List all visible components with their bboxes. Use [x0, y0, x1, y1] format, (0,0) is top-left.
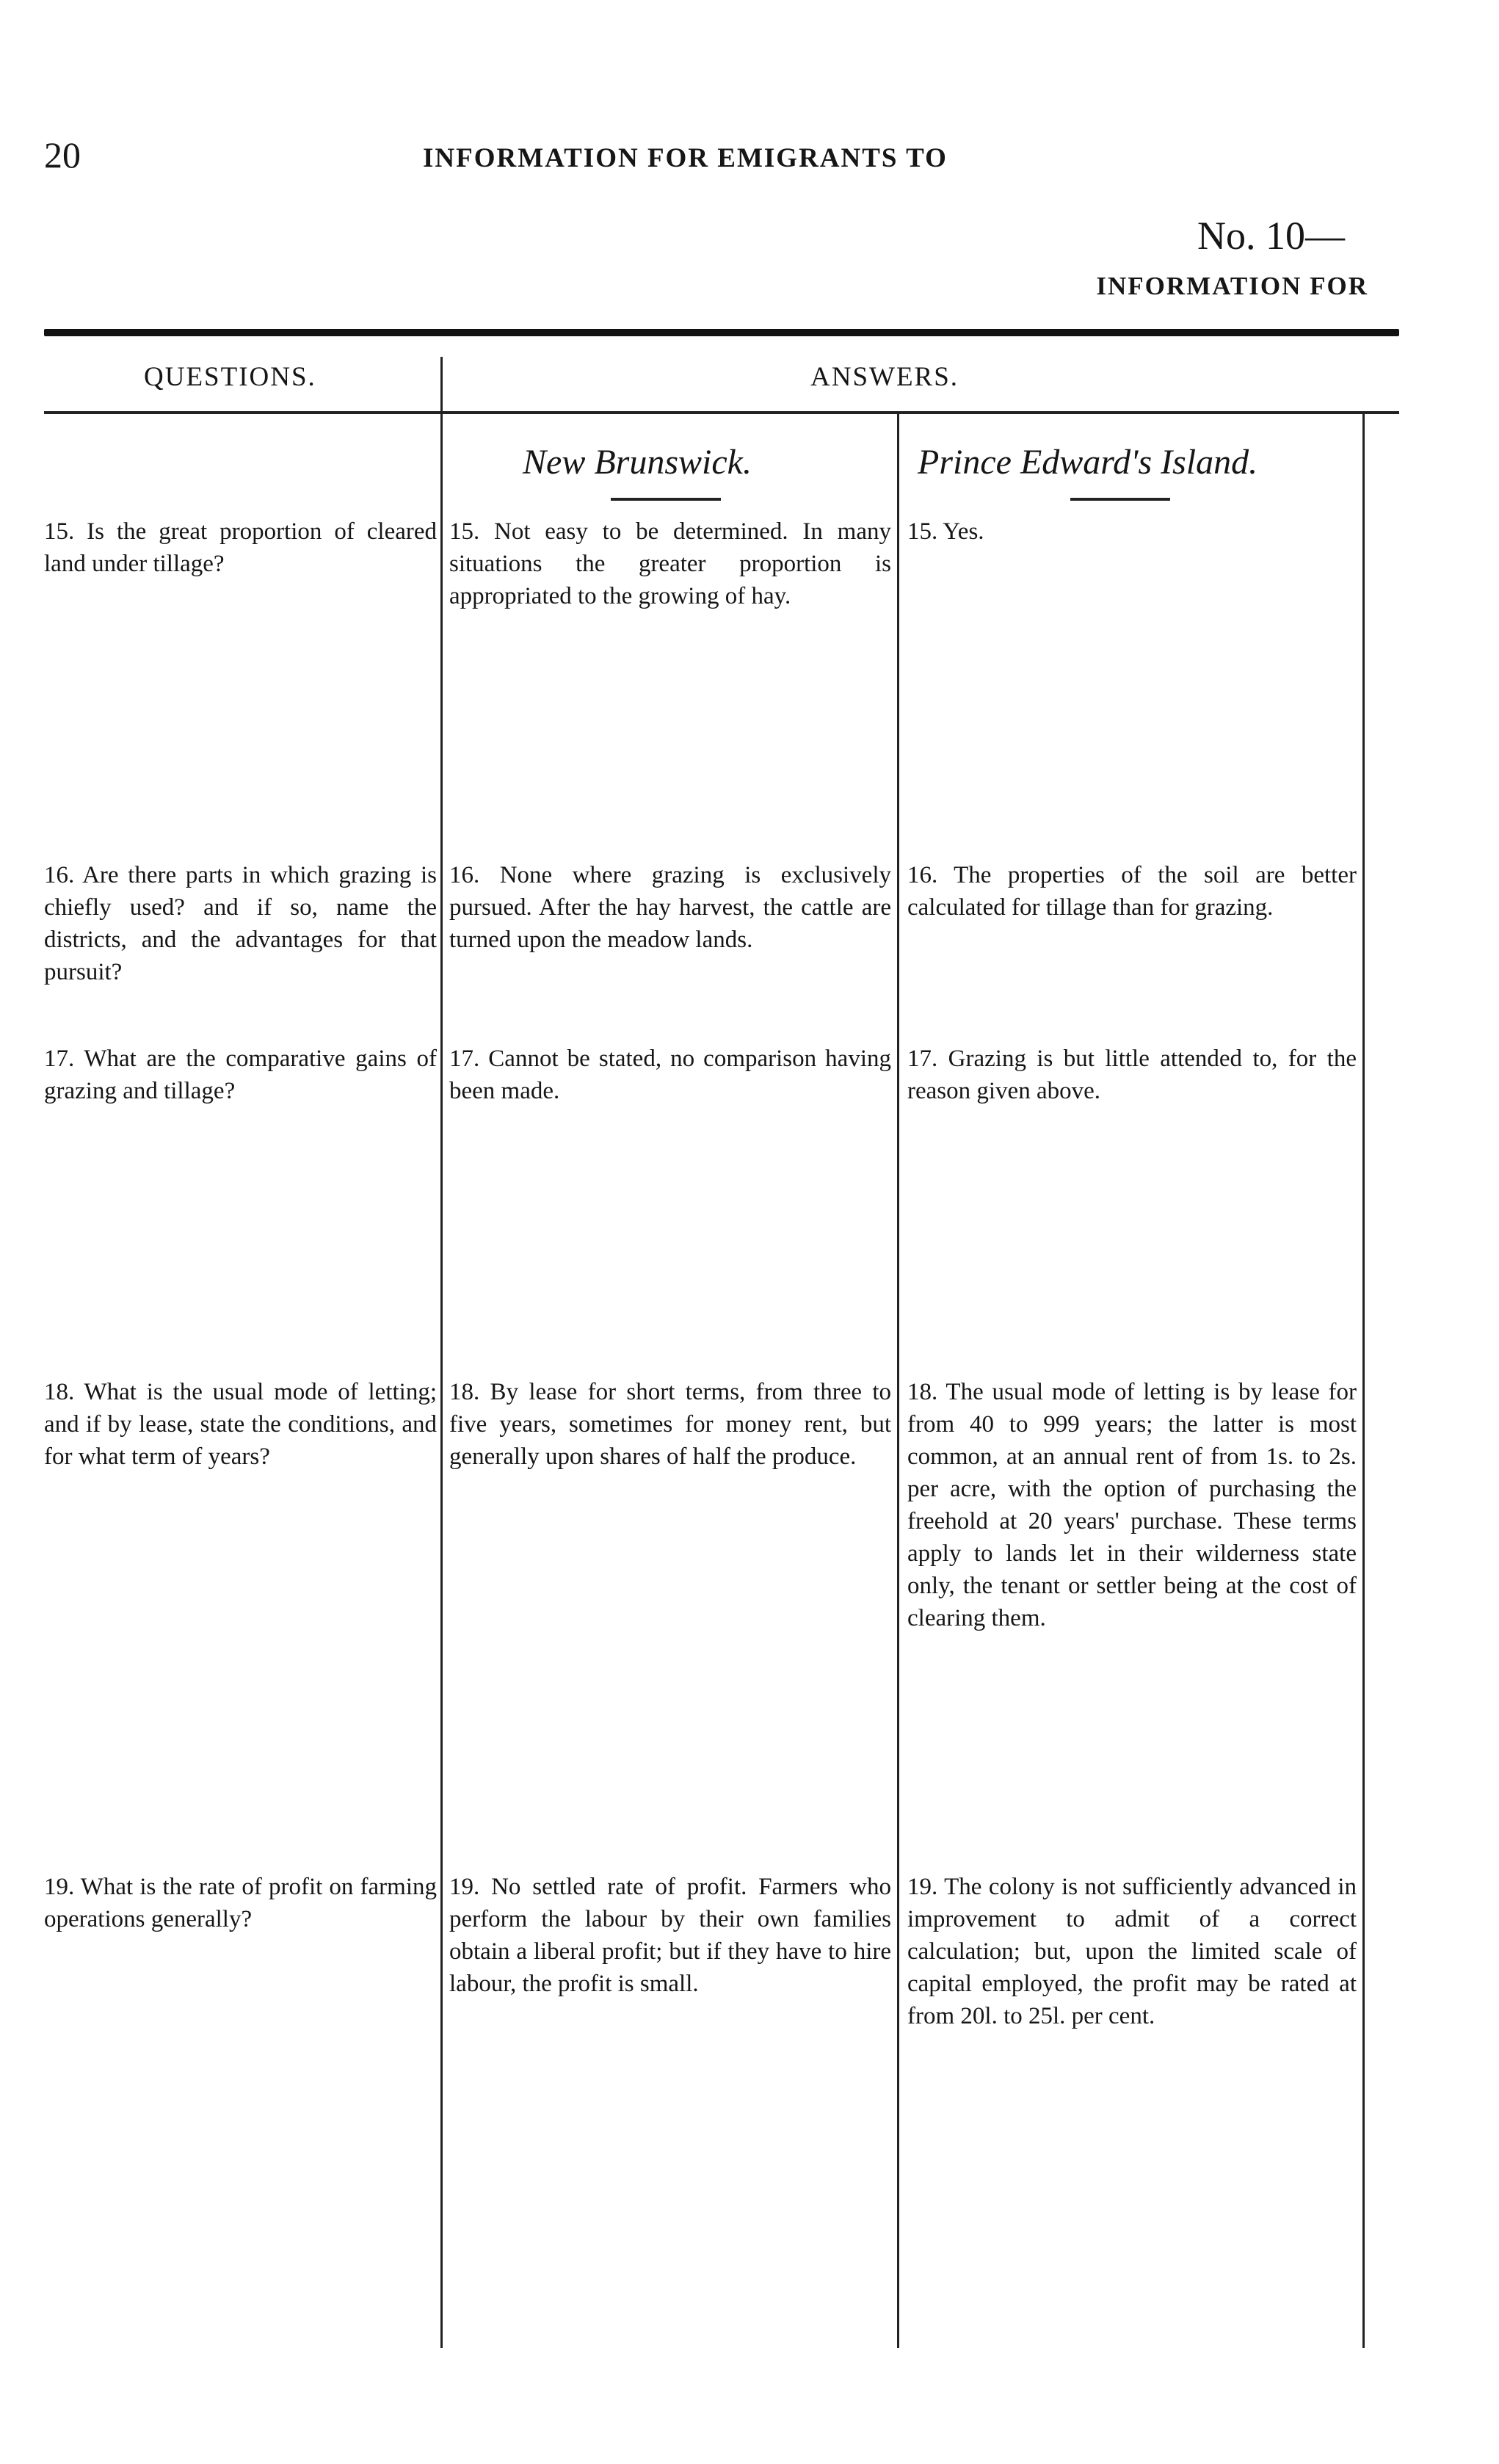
answer-18-new-brunswick: 18. By lease for short terms, from three to five years, sometimes for money rent, but generally upon shares of half the produce.: [449, 1379, 891, 1470]
running-title: INFORMATION FOR EMIGRANTS TO: [423, 143, 948, 173]
region-new-brunswick: New Brunswick.: [523, 443, 752, 482]
answer-18-prince-edward-island: 18. The usual mode of letting is by lease for from 40 to 999 years; the latter is most common, at an annual rent of from 1s. to 2s. per acre, with the option of purchasing the freehold at 20 years' purchase. These terms apply to lands let in their wilderness state only, the tenant or settler being at the cost of clearing them.: [907, 1379, 1357, 1631]
document-subtitle: INFORMATION FOR: [1096, 272, 1368, 300]
question-15: 15. Is the great proportion of cleared land under tillage?: [44, 518, 437, 577]
answer-17-prince-edward-island: 17. Grazing is but little attended to, for the reason given above.: [907, 1046, 1357, 1104]
question-19: 19. What is the rate of profit on farming operations generally?: [44, 1874, 437, 1932]
answer-17-new-brunswick: 17. Cannot be stated, no comparison having been made.: [449, 1046, 891, 1104]
document-number: No. 10—: [1197, 214, 1345, 258]
column-divider-right: [1362, 411, 1365, 2348]
answer-19-prince-edward-island: 19. The colony is not sufficiently advanced in improvement to admit of a correct calculation; but, upon the limited scale of capital employed, the profit may be rated at from 20l. to 25l. per cent.: [907, 1874, 1357, 2029]
region-underline-new-brunswick: [611, 498, 721, 501]
answer-19-new-brunswick: 19. No settled rate of profit. Farmers who perform the labour by their own families obtain a liberal profit; but if they have to hire labour, the profit is small.: [449, 1874, 891, 1997]
answers-header: ANSWERS.: [810, 362, 959, 392]
top-thick-rule: [44, 329, 1399, 336]
column-divider-regions: [897, 411, 899, 2348]
answer-16-new-brunswick: 16. None where grazing is exclusively pursued. After the hay harvest, the cattle are turned upon the meadow lands.: [449, 862, 891, 953]
answer-16-prince-edward-island: 16. The properties of the soil are better calculated for tillage than for grazing.: [907, 862, 1357, 921]
region-prince-edward-island: Prince Edward's Island.: [918, 443, 1258, 482]
question-16: 16. Are there parts in which grazing is chiefly used? and if so, name the districts, and the advantages for that pursuit?: [44, 862, 437, 985]
answer-15-new-brunswick: 15. Not easy to be determined. In many situations the greater proportion is appropriated to the growing of hay.: [449, 518, 891, 609]
questions-header: QUESTIONS.: [144, 362, 316, 392]
column-divider-questions: [440, 357, 443, 2348]
question-17: 17. What are the comparative gains of grazing and tillage?: [44, 1046, 437, 1104]
page-number: 20: [44, 134, 81, 175]
header-rule: [44, 411, 1399, 414]
question-18: 18. What is the usual mode of letting; and if by lease, state the conditions, and for what term of years?: [44, 1379, 437, 1470]
region-underline-prince-edward-island: [1070, 498, 1170, 501]
answer-15-prince-edward-island: 15. Yes.: [907, 518, 984, 545]
